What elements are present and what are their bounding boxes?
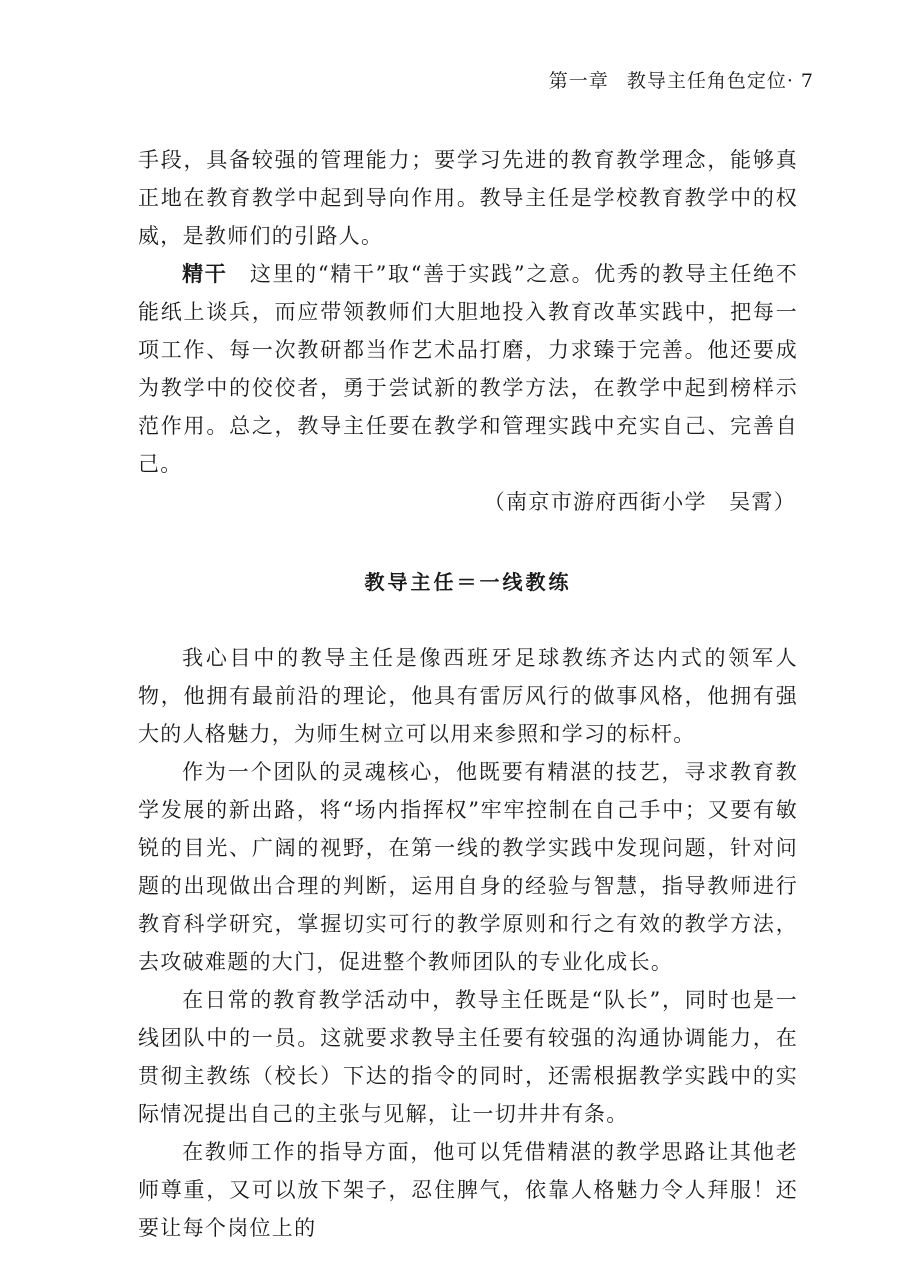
term-heading: 精干 bbox=[182, 261, 228, 286]
page-number: · 7 bbox=[786, 70, 814, 92]
author-signature: （南京市游府西街小学 吴霄） bbox=[483, 490, 796, 514]
chapter-label: 第一章 bbox=[548, 70, 609, 92]
term-description: 这里的“精干”取“善于实践”之意。优秀的教导主任绝不能纸上谈兵，而应带领教师们大胆地投入教育改革实践中，把每一项工作、每一次教研都当作艺术品打磨，力求臻于完善。他还要成为教学中的佼佼者，勇于尝试新的教学方法，在教学中起到榜样示范作用。总之，教导主任要在教学和管理实践中充实自己、完善自己。 bbox=[138, 262, 798, 476]
term-paragraph bbox=[138, 255, 798, 483]
continued-paragraph: 手段，具备较强的管理能力；要学习先进的教育教学理念，能够真正地在教育教学中起到导向作用。教导主任是学校教育教学中的权威，是教师们的引路人。 bbox=[138, 148, 798, 248]
body-paragraph: 我心目中的教导主任是像西班牙足球教练齐达内式的领军人物，他拥有最前沿的理论，他具有雷厉风行的做事风格，他拥有强大的人格魅力，为师生树立可以用来参照和学习的标杆。 bbox=[138, 646, 798, 746]
running-header bbox=[549, 66, 814, 93]
section-title: 教导主任＝一线教练 bbox=[364, 570, 572, 594]
chapter-title: 教导主任角色定位 bbox=[626, 70, 787, 92]
page-body bbox=[138, 141, 798, 1247]
body-paragraph: 作为一个团队的灵魂核心，他既要有精湛的技艺，寻求教育教学发展的新出路，将“场内指挥权”牢牢控制在自己手中；又要有敏锐的目光、广阔的视野，在第一线的教学实践中发现问题，针对问题的出现做出合理的判断，运用自身的经验与智慧，指导教师进行教育科学研究，掌握切实可行的教学原则和行之有效的教学方法，去攻破难题的大门，促进整个教师团队的专业化成长。 bbox=[138, 760, 798, 974]
body-paragraph: 在日常的教育教学活动中，教导主任既是“队长”，同时也是一线团队中的一员。这就要求教导主任要有较强的沟通协调能力，在贯彻主教练（校长）下达的指令的同时，还需根据教学实践中的实际情况提出自己的主张与见解，让一切井井有条。 bbox=[138, 988, 798, 1126]
body-paragraph: 在教师工作的指导方面，他可以凭借精湛的教学思路让其他老师尊重，又可以放下架子，忍住脾气，依靠人格魅力令人拜服！还要让每个岗位上的 bbox=[138, 1140, 798, 1240]
